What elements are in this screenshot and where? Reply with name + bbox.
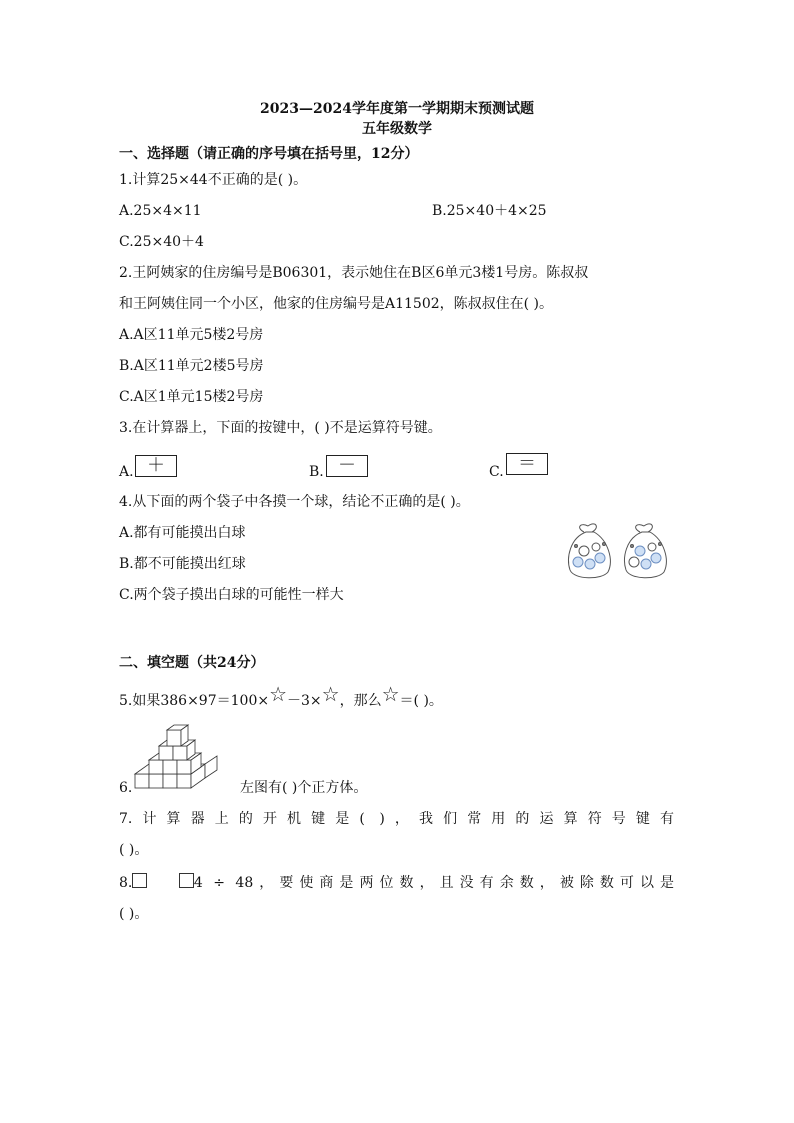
q2-option-b: B.A区11单元2楼5号房 bbox=[119, 358, 264, 374]
q5-part1: 5.如果386×97＝100× bbox=[119, 693, 270, 709]
section2-heading: 二、填空题（共24分） bbox=[119, 655, 265, 671]
star-icon: ☆ bbox=[381, 682, 400, 706]
q5-part2: －3× bbox=[287, 693, 322, 709]
cube-layer-top bbox=[167, 725, 188, 746]
q7-line2: ( )。 bbox=[119, 842, 149, 858]
bag-right-icon bbox=[625, 524, 667, 578]
q2-line1: 2.王阿姨家的住房编号是B06301，表示她住在B区6单元3楼1号房。陈叔叔 bbox=[119, 265, 589, 281]
plus-key-icon bbox=[135, 455, 177, 477]
q4-option-c: C.两个袋子摸出白球的可能性一样大 bbox=[119, 587, 344, 603]
q1-option-b: B.25×40＋4×25 bbox=[432, 203, 547, 219]
plus-key-label: ＋ bbox=[147, 455, 165, 476]
q4-stem: 4.从下面的两个袋子中各摸一个球，结论不正确的是( )。 bbox=[119, 494, 470, 510]
q8-line1 bbox=[119, 873, 674, 893]
q8-part2: 4 ÷ 48，要使商是两位数，且没有余数，被除数可以是 bbox=[193, 875, 674, 891]
q8-part1: 8. bbox=[119, 875, 133, 891]
star-icon: ☆ bbox=[269, 682, 288, 706]
section1-heading: 一、选择题（请正确的序号填在括号里，12分） bbox=[119, 146, 419, 162]
blank-box-icon bbox=[132, 873, 147, 888]
cube-pyramid-illustration bbox=[131, 716, 231, 796]
equals-key-icon bbox=[506, 453, 548, 475]
q5-part4: ＝( )。 bbox=[399, 693, 443, 709]
q1-option-a: A.25×4×11 bbox=[119, 203, 202, 219]
q5-part3: ，那么 bbox=[339, 693, 382, 709]
q7-line1: 7.计算器上的开机键是( )，我们常用的运算符号键有 bbox=[119, 811, 674, 827]
q2-option-a: A.A区11单元5楼2号房 bbox=[119, 327, 264, 343]
page-subtitle: 五年级数学 bbox=[362, 121, 432, 137]
q6-number: 6. bbox=[119, 780, 133, 796]
q5-line bbox=[119, 682, 443, 711]
q3-stem: 3.在计算器上，下面的按键中，( )不是运算符号键。 bbox=[119, 420, 442, 436]
q4-option-b: B.都不可能摸出红球 bbox=[119, 556, 246, 572]
q8-line2: ( )。 bbox=[119, 906, 149, 922]
page-title: 2023—2024学年度第一学期期末预测试题 bbox=[260, 101, 534, 117]
q3-option-c-label: C. bbox=[489, 464, 504, 480]
q2-line2: 和王阿姨住同一个小区，他家的住房编号是A11502，陈叔叔住在( )。 bbox=[119, 296, 554, 312]
blank-box-icon bbox=[179, 873, 194, 888]
minus-key-icon bbox=[326, 455, 368, 477]
q3-option-b-label: B. bbox=[309, 464, 324, 480]
q1-stem: 1.计算25×44不正确的是( )。 bbox=[119, 172, 308, 188]
q1-option-c: C.25×40＋4 bbox=[119, 234, 204, 250]
ball-bags-illustration bbox=[560, 518, 672, 582]
q3-option-a-label: A. bbox=[119, 464, 134, 480]
q4-option-a: A.都有可能摸出白球 bbox=[119, 525, 246, 541]
equals-key-label: ＝ bbox=[518, 453, 536, 474]
bag-left-icon bbox=[569, 524, 611, 578]
q2-option-c: C.A区1单元15楼2号房 bbox=[119, 389, 264, 405]
q6-text: 左图有( )个正方体。 bbox=[240, 780, 368, 796]
minus-key-label: － bbox=[338, 455, 356, 476]
star-icon: ☆ bbox=[321, 682, 340, 706]
